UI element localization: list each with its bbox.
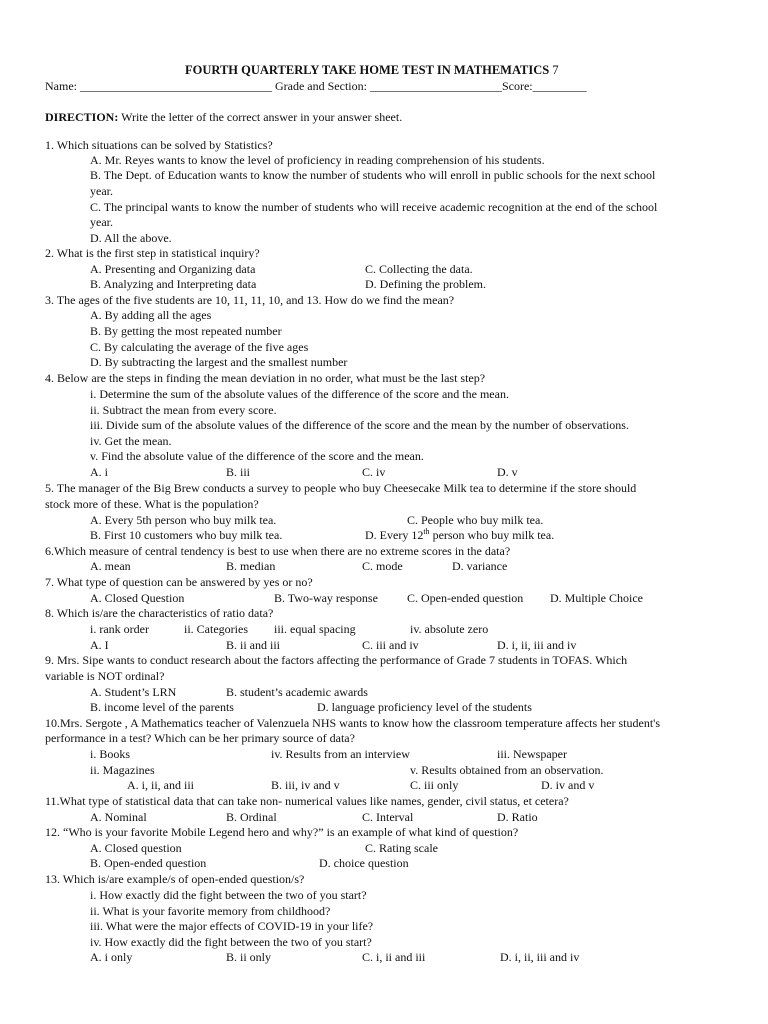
q12-option-a: A. Closed question [90,841,182,855]
q8-option-b: B. ii and iii [226,638,280,652]
q13-item-iv: iv. How exactly did the fight between the two of you start? [90,935,372,949]
question-4-stem: 4. Below are the steps in finding the mean deviation in no order, what must be the last step? [45,371,486,385]
question-1-stem: 1. Which situations can be solved by Statistics? [45,138,273,152]
q5-option-c: C. People who buy milk tea. [407,513,544,527]
question-13-stem: 13. Which is/are example/s of open-ended question/s? [45,872,305,886]
q5-option-b: B. First 10 customers who buy milk tea. [90,528,283,542]
q10-item-ii: ii. Magazines [90,763,155,777]
q13-item-i: i. How exactly did the fight between the two of you start? [90,888,367,902]
q11-option-b: B. Ordinal [226,810,277,824]
q2-option-a: A. Presenting and Organizing data [90,262,256,276]
q3-option-c: C. By calculating the average of the five ages [90,340,309,354]
q5-option-d-sup: th [423,527,430,536]
q11-option-a: A. Nominal [90,810,147,824]
question-10-stem-cont: performance in a test? Which can be her primary source of data? [45,731,355,745]
q8-option-d: D. i, ii, iii and iv [497,638,577,652]
q12-option-b: B. Open-ended question [90,856,207,870]
q3-option-a: A. By adding all the ages [90,308,212,322]
q7-option-c: C. Open-ended question [407,591,524,605]
name-grade-score-line: Name: ________________________________ Grade and Section: ______________________Score:_________ [45,79,587,93]
q11-option-c: C. Interval [362,810,414,824]
q1-option-c: C. The principal wants to know the number of students who will receive academic recognition at the end of the school [90,200,658,214]
question-8-stem: 8. Which is/are the characteristics of ratio data? [45,606,274,620]
title-text: FOURTH QUARTERLY TAKE HOME TEST IN MATHEMATICS [185,63,550,77]
q10-item-iii: iii. Newspaper [497,747,567,761]
q13-option-c: C. i, ii and iii [362,950,426,964]
q13-option-b: B. ii only [226,950,272,964]
q10-option-b: B. iii, iv and v [271,778,340,792]
q2-option-b: B. Analyzing and Interpreting data [90,277,257,291]
question-6-stem: 6.Which measure of central tendency is best to use when there are no extreme scores in the data? [45,544,511,558]
q13-item-ii: ii. What is your favorite memory from childhood? [90,904,331,918]
q1-option-c-cont: year. [90,215,113,229]
q4-option-b: B. iii [226,465,251,479]
q2-option-c: C. Collecting the data. [365,262,473,276]
question-12-stem: 12. “Who is your favorite Mobile Legend hero and why?” is an example of what kind of question? [45,825,519,839]
q6-option-d: D. variance [452,559,508,573]
q11-option-d: D. Ratio [497,810,538,824]
q10-option-a: A. i, ii, and iii [127,778,194,792]
q5-option-d-pre: D. Every 12 [365,528,424,542]
q8-item-i: i. rank order [90,622,149,636]
q8-option-a: A. I [90,638,109,652]
q1-option-d: D. All the above. [90,231,172,245]
q6-option-c: C. mode [362,559,403,573]
question-9-stem-cont: variable is NOT ordinal? [45,669,165,683]
q4-step-ii: ii. Subtract the mean from every score. [90,403,277,417]
q12-option-d: D. choice question [319,856,409,870]
q10-item-v: v. Results obtained from an observation. [410,763,604,777]
q4-step-iii: iii. Divide sum of the absolute values of the difference of the score and the mean by the number of observations. [90,418,629,432]
direction [45,110,402,125]
direction-label: DIRECTION: [45,110,119,124]
q4-step-iv: iv. Get the mean. [90,434,172,448]
q1-option-a: A. Mr. Reyes wants to know the level of proficiency in reading comprehension of his students. [90,153,545,167]
q1-option-b-cont: year. [90,184,113,198]
q12-option-c: C. Rating scale [365,841,438,855]
title-number: 7 [552,63,559,77]
q10-item-iv: iv. Results from an interview [271,747,410,761]
q13-option-d: D. i, ii, iii and iv [500,950,580,964]
question-2-stem: 2. What is the first step in statistical inquiry? [45,246,260,260]
q8-item-ii: ii. Categories [184,622,248,636]
q13-option-a: A. i only [90,950,133,964]
question-3-stem: 3. The ages of the five students are 10, 11, 11, 10, and 13. How do we find the mean? [45,293,455,307]
q4-step-i: i. Determine the sum of the absolute values of the difference of the score and the mean. [90,387,509,401]
q9-option-a: A. Student’s LRN [90,685,177,699]
direction-text: Write the letter of the correct answer in your answer sheet. [118,110,403,124]
q13-item-iii: iii. What were the major effects of COVID-19 in your life? [90,919,374,933]
q6-option-a: A. mean [90,559,131,573]
question-5-stem: 5. The manager of the Big Brew conducts a survey to people who buy Cheesecake Milk tea to determine if the store should [45,481,637,495]
q4-option-a: A. i [90,465,108,479]
q8-option-c: C. iii and iv [362,638,419,652]
q5-option-a: A. Every 5th person who buy milk tea. [90,513,277,527]
q9-option-c: B. income level of the parents [90,700,234,714]
q4-option-c: C. iv [362,465,386,479]
q7-option-a: A. Closed Question [90,591,185,605]
q9-option-b: B. student’s academic awards [226,685,368,699]
q1-option-b: B. The Dept. of Education wants to know the number of students who will enroll in public schools for the next school [90,168,656,182]
page-title [185,63,559,78]
q10-item-i: i. Books [90,747,131,761]
q2-option-d: D. Defining the problem. [365,277,486,291]
q4-option-d: D. v [497,465,518,479]
q6-option-b: B. median [226,559,276,573]
q4-step-v: v. Find the absolute value of the difference of the score and the mean. [90,449,424,463]
question-9-stem: 9. Mrs. Sipe wants to conduct research about the factors affecting the performance of Grade 7 students in TOFAS. Which [45,653,628,667]
q8-item-iv: iv. absolute zero [410,622,489,636]
question-7-stem: 7. What type of question can be answered by yes or no? [45,575,313,589]
q10-option-d: D. iv and v [541,778,595,792]
q8-item-iii: iii. equal spacing [274,622,356,636]
q7-option-b: B. Two-way response [274,591,378,605]
q9-option-d: D. language proficiency level of the students [317,700,532,714]
q5-option-d [365,528,554,543]
q3-option-d: D. By subtracting the largest and the smallest number [90,355,348,369]
question-5-stem-cont: stock more of these. What is the population? [45,497,259,511]
q10-option-c: C. iii only [410,778,459,792]
q7-option-d: D. Multiple Choice [550,591,643,605]
q3-option-b: B. By getting the most repeated number [90,324,282,338]
question-11-stem: 11.What type of statistical data that can take non- numerical values like names, gender, civil status, et cetera? [45,794,569,808]
question-10-stem: 10.Mrs. Sergote , A Mathematics teacher of Valenzuela NHS wants to know how the classroom temperature affects her student's [45,716,661,730]
q5-option-d-post: person who buy milk tea. [429,528,555,542]
